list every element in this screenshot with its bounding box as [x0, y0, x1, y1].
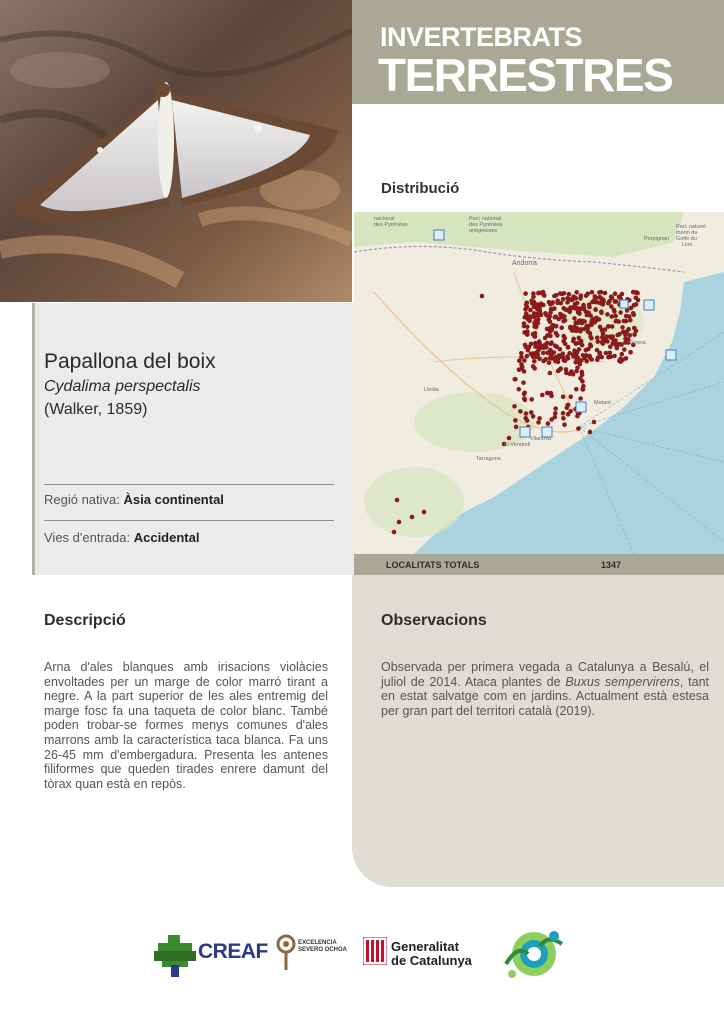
occurrence-point [635, 291, 640, 296]
occurrence-point [525, 305, 530, 310]
occurrence-point [603, 291, 608, 296]
occurrence-point [559, 325, 564, 330]
occurrence-point [623, 332, 628, 337]
occurrence-point [541, 351, 546, 356]
description-text: Arna d'ales blanques amb irisacions violàcies envoltades per un marge de color marró tirant a negre. A la part superior de les ales entremig del marge fosc fa una taqueta de color blanc. També poden trobar-se formes menys comunes d'ales marrons amb la característica taca blanca. Fa uns 26-45 mm d'embergadura. Presenta les antenes filiformes que queden tirades enrere damunt del tòrax quan està en repòs. [44, 660, 328, 791]
occurrence-point [536, 420, 541, 425]
species-common-name: Papallona del boix [44, 350, 216, 373]
occurrence-point [606, 301, 611, 306]
occurrence-point [529, 298, 534, 303]
occurrence-point [547, 360, 552, 365]
occurrence-point [609, 304, 614, 309]
occurrence-point [514, 425, 519, 430]
occurrence-point [525, 314, 530, 319]
occurrence-point [595, 317, 600, 322]
map-graphic [354, 212, 724, 554]
occurrence-point [603, 337, 608, 342]
occurrence-point [618, 310, 623, 315]
occurrence-point [553, 406, 558, 411]
occurrence-point [575, 306, 580, 311]
category-title-line1: INVERTEBRATS [380, 22, 583, 52]
observations-text-part1: Observada per primera vegada a Catalunya a Besalú, el juliol de 2014. Ataca plantes de [381, 660, 709, 689]
occurrence-point [578, 376, 583, 381]
occurrence-point [573, 360, 578, 365]
occurrence-point [597, 351, 602, 356]
native-region-label: Regió nativa: [44, 492, 120, 507]
creaf-logo-text: CREAF [198, 940, 268, 963]
species-author: (Walker, 1859) [44, 401, 148, 418]
map-label: nacional [374, 216, 395, 222]
occurrence-point [593, 308, 598, 313]
occurrence-point [522, 392, 527, 397]
occurrence-point [617, 332, 622, 337]
occurrence-point [543, 357, 548, 362]
occurrence-point [577, 347, 582, 352]
occurrence-point [523, 291, 528, 296]
occurrence-point [567, 292, 572, 297]
severo-ochoa-logo-icon [276, 934, 296, 974]
map-label: Lleida [424, 387, 439, 393]
observations-text [381, 660, 709, 718]
map-label: des Pyrénées [469, 222, 503, 228]
observations-title: Observacions [381, 612, 487, 629]
occurrence-point [599, 290, 604, 295]
occurrence-point [512, 404, 517, 409]
occurrence-point [584, 293, 589, 298]
map-label: Andorra [512, 260, 537, 267]
occurrence-point [620, 352, 625, 357]
occurrence-point [537, 347, 542, 352]
occurrence-point [555, 333, 560, 338]
occurrence-point [535, 302, 540, 307]
occurrence-point [537, 416, 542, 421]
occurrence-point [553, 355, 558, 360]
occurrence-point [561, 297, 566, 302]
occurrence-point [410, 515, 415, 520]
occurrence-point [622, 319, 627, 324]
map-label: Perpignan [644, 236, 670, 242]
entry-pathway-value: Accidental [133, 530, 200, 545]
occurrence-point [543, 343, 548, 348]
map-label: Mataró [594, 400, 612, 406]
occurrence-point [546, 421, 551, 426]
occurrence-point [574, 387, 579, 392]
occurrence-point [588, 355, 593, 360]
occurrence-point [570, 328, 575, 333]
occurrence-point [576, 426, 581, 431]
entry-pathway-label: Vies d'entrada: [44, 530, 131, 545]
generalitat-line2: de Catalunya [391, 953, 472, 968]
occurrence-point [422, 510, 427, 515]
map-label: Parc naturel [676, 224, 706, 230]
occurrence-point [568, 395, 573, 400]
observations-text-part2: , tant en estat salvatge com en jardins. Actualment està estesa per gran part del territori català (2019). [381, 674, 709, 718]
occurrence-point [563, 358, 568, 363]
occurrence-point [622, 347, 627, 352]
occurrence-point [578, 296, 583, 301]
biodiversity-logo-icon [498, 924, 570, 984]
map-label: Girona [629, 340, 646, 346]
occurrence-point [529, 397, 534, 402]
occurrence-point [606, 324, 611, 329]
occurrence-point [606, 355, 611, 360]
occurrence-point [548, 320, 553, 325]
occurrence-point [561, 395, 566, 400]
occurrence-point [531, 414, 536, 419]
occurrence-point [588, 314, 593, 319]
occurrence-point [521, 380, 526, 385]
occurrence-point [554, 293, 559, 298]
occurrence-point [617, 295, 622, 300]
species-scientific-name: Cydalima perspectalis [44, 378, 201, 395]
occurrence-point [525, 418, 530, 423]
observations-text-italic: Buxus sempervirens [565, 674, 680, 689]
occurrence-point [563, 318, 568, 323]
occurrence-point [592, 420, 597, 425]
severo-ochoa-logo-text: EXCELENCIA SEVERO OCHOA [298, 940, 348, 953]
occurrence-point [507, 436, 512, 441]
occurrence-point [605, 312, 610, 317]
occurrence-point [534, 355, 539, 360]
occurrence-point [565, 403, 570, 408]
occurrence-point [562, 422, 567, 427]
occurrence-point [625, 308, 630, 313]
occurrence-point [604, 351, 609, 356]
occurrence-point [574, 369, 579, 374]
occurrence-point [533, 312, 538, 317]
map-label: Vilanova [530, 436, 551, 442]
occurrence-point [632, 332, 637, 337]
distribution-map [354, 212, 724, 554]
occurrence-point [581, 353, 586, 358]
occurrence-point [545, 333, 550, 338]
occurrence-point [601, 298, 606, 303]
map-label: ariégeoises [469, 228, 498, 234]
occurrence-point [567, 351, 572, 356]
occurrence-point [549, 340, 554, 345]
occurrence-point [528, 308, 533, 313]
occurrence-point [620, 325, 625, 330]
occurrence-point [561, 416, 566, 421]
occurrence-point [593, 300, 598, 305]
occurrence-point [549, 307, 554, 312]
occurrence-point [397, 520, 402, 525]
occurrence-point [632, 326, 637, 331]
occurrence-point [513, 418, 518, 423]
occurrence-point [523, 398, 528, 403]
occurrence-point [613, 314, 618, 319]
map-label: Golfe du [676, 236, 697, 242]
occurrence-point [596, 339, 601, 344]
occurrence-point [596, 355, 601, 360]
occurrence-point [571, 352, 576, 357]
occurrence-point [634, 296, 639, 301]
map-label: El Vendrell [504, 442, 531, 448]
occurrence-point [580, 370, 585, 375]
occurrence-point [561, 411, 566, 416]
occurrence-point [558, 312, 563, 317]
occurrence-point [522, 330, 527, 335]
occurrence-point [584, 324, 589, 329]
map-label: des Pyrénées [374, 222, 408, 228]
occurrence-point [581, 303, 586, 308]
map-label: Tarragona [476, 456, 501, 462]
occurrence-point [628, 350, 633, 355]
species-photo [0, 0, 352, 302]
occurrence-point [574, 290, 579, 295]
occurrence-point [571, 372, 576, 377]
occurrence-point [629, 306, 634, 311]
occurrence-point [547, 391, 552, 396]
distribution-title: Distribució [381, 180, 460, 197]
occurrence-point [558, 347, 563, 352]
occurrence-point [600, 340, 605, 345]
map-label: Lion [682, 242, 693, 248]
occurrence-point [525, 354, 530, 359]
occurrence-point [576, 310, 581, 315]
map-label: marin du [676, 230, 698, 236]
occurrence-point [571, 339, 576, 344]
occurrence-point [517, 387, 522, 392]
occurrence-point [618, 357, 623, 362]
occurrence-point [557, 368, 562, 373]
occurrence-point [565, 296, 570, 301]
occurrence-point [623, 336, 628, 341]
localities-total-label: LOCALITATS TOTALS [386, 560, 480, 570]
occurrence-point [529, 410, 534, 415]
occurrence-point [571, 294, 576, 299]
occurrence-point [610, 334, 615, 339]
occurrence-point [566, 412, 571, 417]
occurrence-point [577, 336, 582, 341]
occurrence-point [538, 342, 543, 347]
occurrence-point [525, 325, 530, 330]
occurrence-point [540, 393, 545, 398]
occurrence-point [566, 345, 571, 350]
entry-pathway-row [44, 530, 199, 545]
occurrence-point [532, 324, 537, 329]
generalitat-logo-icon [363, 937, 387, 965]
occurrence-point [553, 411, 558, 416]
generalitat-line1: Generalitat [391, 939, 459, 954]
occurrence-point [581, 387, 586, 392]
occurrence-point [544, 313, 549, 318]
occurrence-point [531, 295, 536, 300]
occurrence-point [524, 411, 529, 416]
occurrence-point [532, 334, 537, 339]
occurrence-point [529, 352, 534, 357]
occurrence-point [572, 316, 577, 321]
occurrence-point [611, 341, 616, 346]
native-region-value: Àsia continental [123, 492, 224, 507]
occurrence-point [519, 366, 524, 371]
occurrence-point [563, 336, 568, 341]
occurrence-point [576, 327, 581, 332]
occurrence-point [531, 364, 536, 369]
occurrence-point [578, 318, 583, 323]
occurrence-point [631, 311, 636, 316]
occurrence-point [615, 343, 620, 348]
occurrence-point [586, 347, 591, 352]
occurrence-point [588, 430, 593, 435]
occurrence-point [588, 342, 593, 347]
occurrence-point [546, 350, 551, 355]
occurrence-point [590, 290, 595, 295]
occurrence-point [555, 301, 560, 306]
divider [44, 520, 334, 521]
occurrence-point [533, 344, 538, 349]
occurrence-point [526, 348, 531, 353]
occurrence-point [565, 300, 570, 305]
occurrence-point [613, 291, 618, 296]
occurrence-point [593, 294, 598, 299]
occurrence-point [599, 310, 604, 315]
occurrence-point [556, 317, 561, 322]
occurrence-point [564, 367, 569, 372]
occurrence-point [612, 309, 617, 314]
generalitat-logo-text [391, 940, 472, 968]
occurrence-point [395, 498, 400, 503]
occurrence-point [550, 300, 555, 305]
occurrence-point [626, 327, 631, 332]
occurrence-point [480, 294, 485, 299]
occurrence-point [560, 351, 565, 356]
occurrence-point [541, 303, 546, 308]
occurrence-point [562, 291, 567, 296]
occurrence-point [513, 377, 518, 382]
category-title-line2: TERRESTRES [378, 49, 673, 101]
occurrence-point [634, 302, 639, 307]
occurrence-point [548, 325, 553, 330]
map-label: Parc national [469, 216, 502, 222]
occurrence-point [536, 291, 541, 296]
occurrence-point [614, 299, 619, 304]
occurrence-point [587, 303, 592, 308]
occurrence-point [538, 308, 543, 313]
occurrence-point [610, 314, 615, 319]
occurrence-point [517, 359, 522, 364]
native-region-row [44, 492, 224, 507]
localities-total-value: 1347 [601, 560, 622, 570]
description-title: Descripció [44, 612, 126, 629]
occurrence-point [588, 335, 593, 340]
occurrence-point [610, 296, 615, 301]
occurrence-point [578, 396, 583, 401]
occurrence-point [392, 530, 397, 535]
occurrence-point [600, 328, 605, 333]
divider [44, 484, 334, 485]
occurrence-point [553, 343, 558, 348]
occurrence-point [616, 319, 621, 324]
occurrence-point [628, 333, 633, 338]
occurrence-point [548, 371, 553, 376]
occurrence-point [576, 341, 581, 346]
occurrence-point [598, 295, 603, 300]
moth-photo-illustration [0, 0, 352, 302]
occurrence-point [532, 359, 537, 364]
occurrence-point [624, 356, 629, 361]
occurrence-point [522, 321, 527, 326]
creaf-logo-icon [154, 935, 196, 977]
occurrence-point [627, 314, 632, 319]
occurrence-point [518, 409, 523, 414]
occurrence-point [565, 308, 570, 313]
occurrence-point [579, 358, 584, 363]
